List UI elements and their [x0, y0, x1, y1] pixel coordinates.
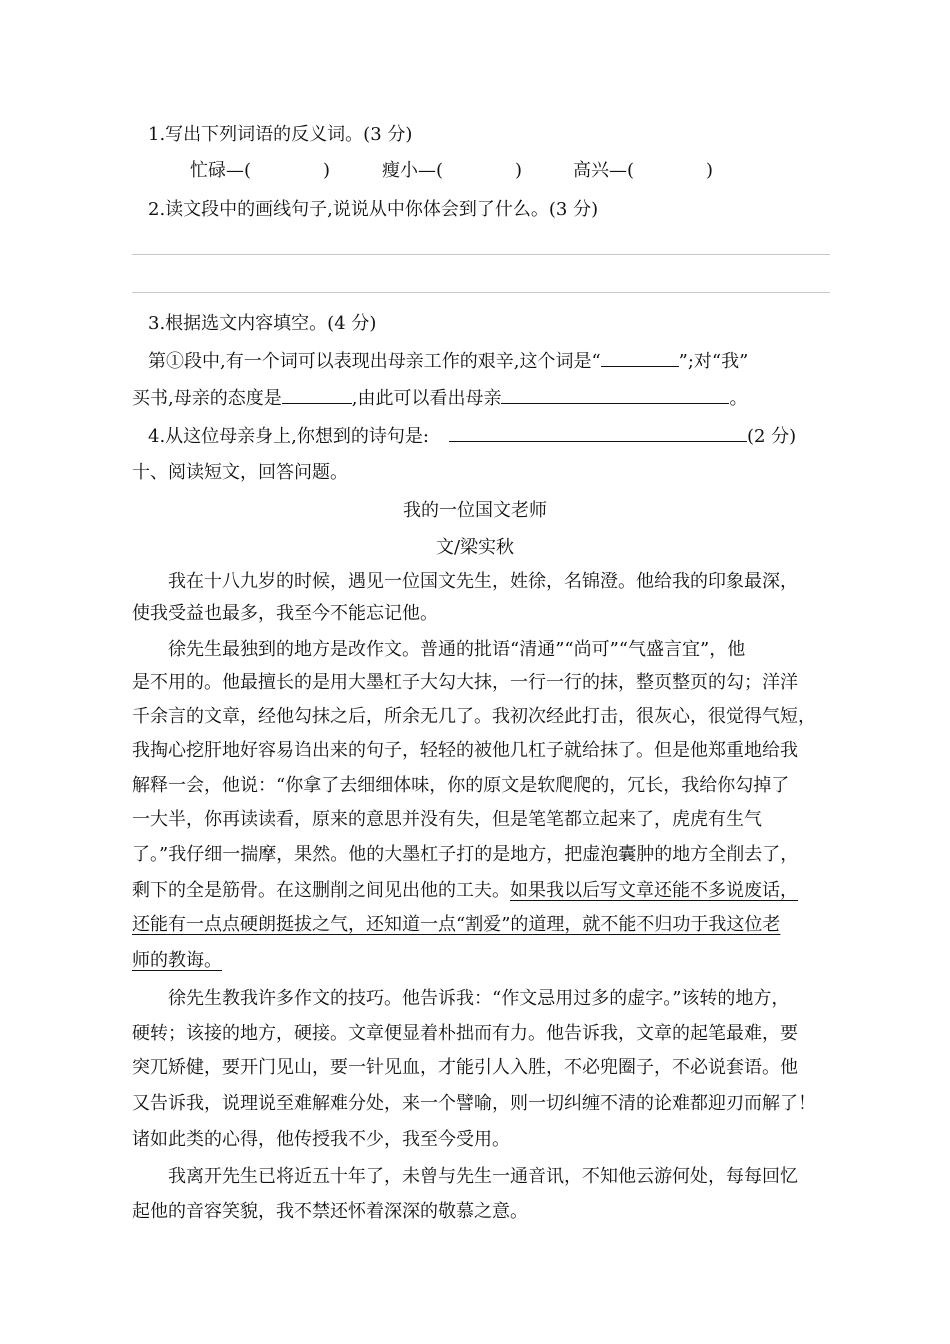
antonym-item-3 — [573, 159, 713, 183]
q4-blank[interactable] — [449, 423, 747, 442]
q4-score: (2 分) — [746, 426, 797, 447]
article-line: 我掏心挖肝地好容易诌出来的句子，轻轻的被他几杠子就给抹了。但是他郑重地给我 — [132, 740, 798, 761]
question-3-line-2 — [132, 385, 747, 411]
article-title: 我的一位国文老师 — [403, 500, 547, 521]
article-line: 千余言的文章，经他勾抹之后，所余无几了。我初次经此打击，很灰心，很觉得气短， — [132, 706, 816, 727]
question-3-line-1 — [148, 348, 748, 374]
antonym-close-1: ) — [323, 160, 331, 181]
antonym-item-2 — [382, 159, 522, 183]
article-line: 又告诉我，说理说至难解难分处，来一个譬喻，则一切纠缠不清的论难都迎刃而解了！ — [132, 1093, 816, 1114]
answer-line-2 — [132, 292, 830, 293]
article-line: 解释一会，他说：“你拿了去细细体味，你的原文是软爬爬的，冗长，我给你勾掉了 — [132, 775, 790, 796]
underlined-sentence: 如果我以后写文章还能不多说废话， — [510, 880, 798, 901]
article-line: 诸如此类的心得，他传授我不少，我至今受用。 — [132, 1129, 510, 1150]
question-2: 2.读文段中的画线句子,说说从中你体会到了什么。(3 分) — [148, 199, 599, 220]
article-line: 硬转；该接的地方，硬接。文章便显着朴拙而有力。他告诉我，文章的起笔最难，要 — [132, 1023, 798, 1044]
article-line: 我离开先生已将近五十年了，未曾与先生一通音讯，不知他云游何处，每每回忆 — [168, 1166, 798, 1187]
answer-line-1 — [132, 254, 830, 255]
q3-blank-2[interactable] — [282, 385, 352, 404]
q3-text-d: ,由此可以看出母亲 — [351, 388, 502, 409]
q3-blank-3[interactable] — [501, 385, 729, 404]
article-line: 了。”我仔细一揣摩，果然。他的大墨杠子打的是地方，把虚泡囊肿的地方全削去了， — [132, 844, 799, 865]
article-line: 突兀矫健，要开门见山，要一针见血，才能引人入胜，不必兜圈子，不必说套语。他 — [132, 1057, 798, 1078]
antonym-word-1: 忙碌—( — [190, 160, 252, 181]
antonym-item-1 — [190, 159, 330, 183]
question-3: 3.根据选文内容填空。(4 分) — [148, 313, 377, 334]
question-4 — [148, 423, 796, 449]
q3-text-b: ”;对“我” — [678, 351, 749, 372]
article-line: 徐先生教我许多作文的技巧。他告诉我：“作文忌用过多的虚字。”该转的地方， — [168, 988, 790, 1009]
antonym-close-3: ) — [706, 160, 714, 181]
article-line: 使我受益也最多，我至今不能忘记他。 — [132, 603, 438, 624]
article-line: 我在十八九岁的时候，遇见一位国文先生，姓徐，名锦澄。他给我的印象最深， — [168, 571, 798, 592]
article-line: 是不用的。他最擅长的是用大墨杠子大勾大抹，一行一行的抹，整页整页的勾；洋洋 — [132, 672, 798, 693]
underlined-sentence: 师的教诲。 — [132, 950, 222, 971]
underlined-sentence: 还能有一点点硬朗挺拔之气，还知道一点“割爱”的道理，就不能不归功于我这位老 — [132, 914, 781, 935]
article-line — [132, 879, 798, 903]
q3-text-e: 。 — [729, 388, 748, 409]
question-1: 1.写出下列词语的反义词。(3 分) — [148, 124, 413, 145]
article-line: 徐先生最独到的地方是改作文。普通的批语“清通”“尚可”“气盛言宜”，他 — [168, 639, 746, 660]
article-line-text: 剩下的全是筋骨。在这删削之间见出他的工夫。 — [132, 880, 510, 901]
article-line: 一大半，你再读读看，原来的意思并没有失，但是笔笔都立起来了，虎虎有生气 — [132, 809, 762, 830]
q4-text: 4.从这位母亲身上,你想到的诗句是: — [148, 426, 429, 447]
article-author: 文/梁实秋 — [435, 537, 515, 558]
antonym-word-3: 高兴—( — [573, 160, 635, 181]
q3-text-c: 买书,母亲的态度是 — [132, 388, 282, 409]
q3-text-a: 第①段中,有一个词可以表现出母亲工作的艰辛,这个词是“ — [148, 351, 601, 372]
antonym-word-2: 瘦小—( — [382, 160, 444, 181]
section-heading: 十、阅读短文，回答问题。 — [132, 462, 348, 483]
article-line: 起他的音容笑貌，我不禁还怀着深深的敬慕之意。 — [132, 1201, 528, 1222]
antonym-close-2: ) — [515, 160, 523, 181]
q3-blank-1[interactable] — [601, 348, 679, 367]
